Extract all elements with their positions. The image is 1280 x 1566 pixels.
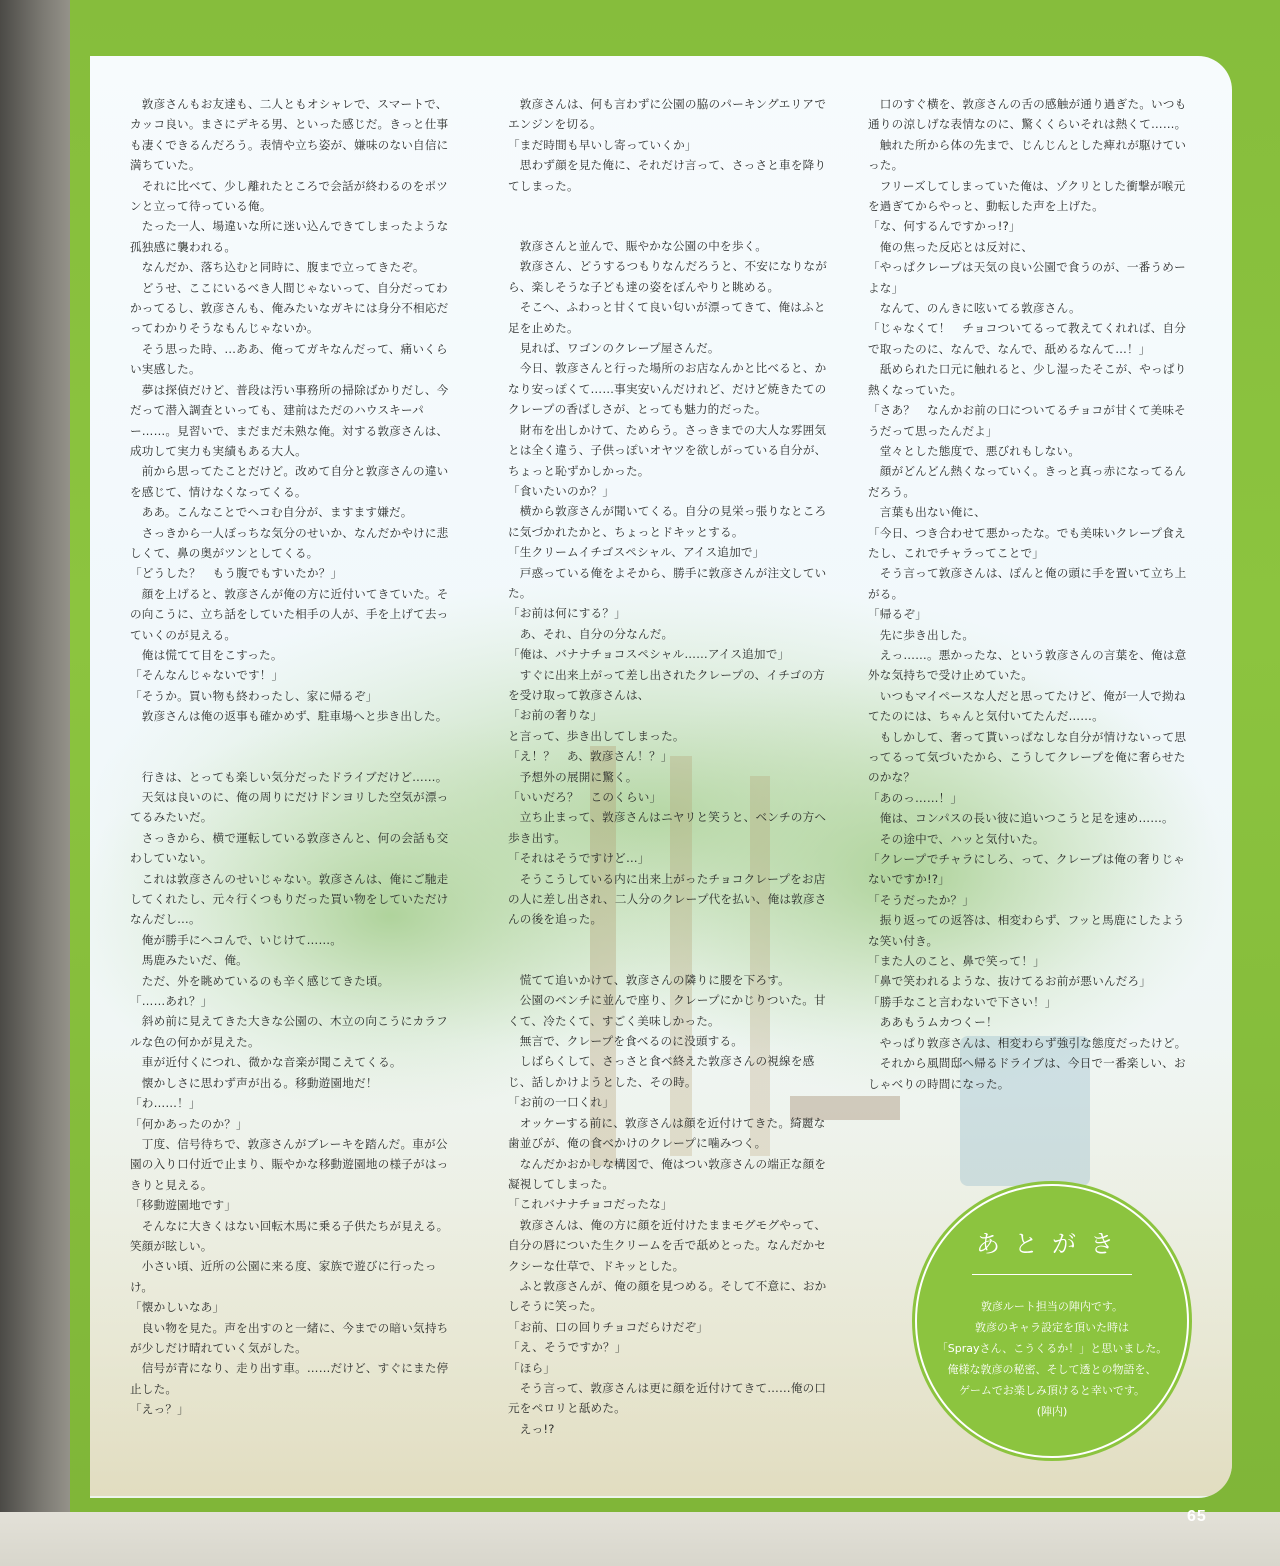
story-paragraph: 立ち止まって、敦彦さんはニヤリと笑うと、ベンチの方へ歩き出す。 bbox=[508, 810, 827, 845]
story-paragraph: 敦彦さんと並んで、賑やかな公園の中を歩く。 bbox=[508, 239, 768, 254]
story-paragraph: 「帰るぞ」 bbox=[868, 607, 927, 622]
story-paragraph: 財布を出しかけて、ためらう。さっきまでの大人な雰囲気とは全く違う、子供っぽいオヤツを欲しがっている自分が、ちょっと恥ずかしかった。 bbox=[508, 422, 827, 478]
story-paragraph: ふと敦彦さんが、俺の顔を見つめる。そして不意に、おかしそうに笑った。 bbox=[508, 1278, 827, 1314]
story-paragraph: さっきから一人ぼっちな気分のせいか、なんだかやけに悲しくて、鼻の奥がツンとしてくる。 bbox=[130, 525, 449, 560]
story-paragraph: 「また人のこと、鼻で笑って！」 bbox=[868, 954, 1045, 969]
story-column-3 bbox=[868, 94, 1188, 1094]
story-paragraph: 戸惑っている俺をよそから、勝手に敦彦さんが注文していた。 bbox=[508, 565, 827, 600]
story-paragraph: 「何かあったのか？」 bbox=[130, 1116, 248, 1131]
afterword-line: ゲームでお楽しみ頂けると幸いです。 bbox=[958, 1384, 1146, 1397]
story-paragraph: そう言って敦彦さんは、ぽんと俺の頭に手を置いて立ち上がる。 bbox=[868, 566, 1187, 601]
story-paragraph: 前から思ってたことだけど。改めて自分と敦彦さんの違いを感じて、情けなくなってくる。 bbox=[130, 464, 449, 499]
story-paragraph: 「……あれ？」 bbox=[130, 994, 213, 1009]
story-paragraph: 無言で、クレープを食べるのに没頭する。 bbox=[508, 1034, 744, 1049]
story-paragraph: 「どうした？ もう腹でもすいたか？」 bbox=[130, 566, 343, 581]
story-paragraph: すぐに出来上がって差し出されたクレープの、イチゴの方を受け取って敦彦さんは、 bbox=[508, 667, 825, 702]
story-paragraph: ああ。こんなことでヘコむ自分が、ますます嫌だ。 bbox=[130, 505, 413, 520]
story-paragraph: 「生クリームイチゴスペシャル、アイス追加で」 bbox=[508, 545, 765, 560]
section-break bbox=[508, 930, 830, 950]
story-paragraph: 敦彦さんは、俺の方に顔を近付けたままモグモグやって、自分の唇についた生クリームを舌で舐めとった。なんだかセクシーな仕草で、ドキッとした。 bbox=[508, 1217, 827, 1273]
story-paragraph: そう言って、敦彦さんは更に顔を近付けてきて……俺の口元をペロリと舐めた。 bbox=[508, 1380, 827, 1416]
story-paragraph: 敦彦さんもお友達も、二人ともオシャレで、スマートで、カッコ良い。まさにデキる男、といった感じだ。きっと仕事も凄くできるんだろう。表情や立ち姿が、嫌味のない自信に満ちていた。 bbox=[130, 97, 449, 173]
story-paragraph: 「お前は何にする？」 bbox=[508, 606, 626, 621]
story-paragraph: 丁度、信号待ちで、敦彦さんがブレーキを踏んだ。車が公園の入り口付近で止まり、賑やかな移動遊園地の様子がはっきりと見える。 bbox=[130, 1136, 449, 1192]
afterword-line: 「Sprayさん、こうくるか！」と思いました。 bbox=[936, 1342, 1168, 1355]
story-paragraph: 堂々とした態度で、悪びれもしない。 bbox=[868, 443, 1081, 458]
story-paragraph: 「そうか。買い物も終わったし、家に帰るぞ」 bbox=[130, 688, 378, 703]
story-paragraph: 「そうだったか？」 bbox=[868, 892, 975, 907]
story-paragraph: 「わ……！」 bbox=[130, 1096, 201, 1111]
story-paragraph: 「俺は、バナナチョコスペシャル……アイス追加で」 bbox=[508, 647, 790, 662]
story-paragraph: 顔を上げると、敦彦さんが俺の方に近付いてきていた。その向こうに、立ち話をしていた相手の人が、手を上げて去っていくのが見える。 bbox=[130, 586, 449, 642]
story-paragraph: それから風間邸へ帰るドライブは、今日で一番楽しい、おしゃべりの時間になった。 bbox=[868, 1056, 1186, 1091]
story-paragraph: 車が近付くにつれ、微かな音楽が聞こえてくる。 bbox=[130, 1055, 402, 1070]
story-paragraph: 斜め前に見えてきた大きな公園の、木立の向こうにカラフルな色の何かが見えた。 bbox=[130, 1014, 448, 1049]
story-paragraph: 「勝手なこと言わないで下さい！」 bbox=[868, 994, 1057, 1009]
story-paragraph: 「な、何するんですかっ!?」 bbox=[868, 219, 1021, 234]
story-paragraph: 俺が勝手にヘコんで、いじけて……。 bbox=[130, 932, 343, 947]
story-paragraph: 横から敦彦さんが聞いてくる。自分の見栄っ張りなところに気づかれたかと、ちょっとドキッとする。 bbox=[508, 504, 827, 539]
story-paragraph: 俺は、コンパスの長い彼に追いつこうと足を速め……。 bbox=[868, 811, 1174, 826]
afterword-signature: (陣内) bbox=[1036, 1405, 1068, 1418]
story-paragraph: 「それはそうですけど…」 bbox=[508, 851, 650, 866]
story-paragraph: 「お前の奢りな」 bbox=[508, 708, 603, 723]
story-paragraph: 天気は良いのに、俺の周りにだけドンヨリした空気が漂ってるみたいだ。 bbox=[130, 790, 449, 825]
story-paragraph: その途中で、ハッと気付いた。 bbox=[868, 831, 1045, 846]
story-paragraph: 振り返っての返答は、相変わらず、フッと馬鹿にしたような笑い付き。 bbox=[868, 913, 1185, 948]
text-panel bbox=[90, 56, 1232, 1498]
story-paragraph: やっぱり敦彦さんは、相変わらず強引な態度だったけど。 bbox=[868, 1035, 1187, 1050]
story-paragraph: 「え、そうですか？」 bbox=[508, 1340, 627, 1355]
story-column-2 bbox=[508, 94, 830, 1439]
story-paragraph: 「えっ？」 bbox=[130, 1402, 189, 1417]
section-break bbox=[508, 196, 830, 216]
story-paragraph: これは敦彦さんのせいじゃない。敦彦さんは、俺にご馳走してくれたし、元々行くつもりだった買い物をしていただけなんだし…。 bbox=[130, 871, 449, 927]
story-paragraph: 「じゃなくて！ チョコついてるって教えてくれれば、自分で取ったのに、なんで、なんで、舐めるなんて…！」 bbox=[868, 321, 1187, 356]
story-paragraph: しばらくして、さっさと食べ終えた敦彦さんの視線を感じ、話しかけようとした、その時。 bbox=[508, 1054, 815, 1089]
story-paragraph: ああもうムカつくー！ bbox=[868, 1015, 998, 1030]
story-paragraph: オッケーする前に、敦彦さんは顔を近付けてきた。綺麗な歯並びが、俺の食べかけのクレープに噛みつく。 bbox=[508, 1115, 826, 1151]
story-paragraph: いつもマイペースな人だと思ってたけど、俺が一人で拗ねてたのには、ちゃんと気付いてたんだ……。 bbox=[868, 688, 1186, 724]
afterword-title: あとがき bbox=[976, 1230, 1128, 1258]
story-paragraph: 懐かしさに思わず声が出る。移動遊園地だ！ bbox=[130, 1075, 378, 1090]
story-paragraph: 敦彦さんは俺の返事も確かめず、駐車場へと歩き出した。 bbox=[130, 709, 448, 724]
story-paragraph: 公園のベンチに並んで座り、クレープにかじりついた。甘くて、冷たくて、すごく美味しかった。 bbox=[508, 993, 826, 1028]
story-paragraph: なんだかおかしな構図で、俺はつい敦彦さんの端正な顔を凝視してしまった。 bbox=[508, 1156, 827, 1191]
afterword-line: 俺様な敦彦の秘密、そして透との物語を、 bbox=[947, 1363, 1157, 1376]
story-paragraph: 見れば、ワゴンのクレープ屋さんだ。 bbox=[508, 341, 720, 356]
story-paragraph: えっ……。悪かったな、という敦彦さんの言葉を、俺は意外な気持ちで受け止めていた。 bbox=[868, 647, 1187, 683]
afterword-line: 敦彦のキャラ設定を頂いた時は bbox=[975, 1321, 1129, 1334]
section-break bbox=[508, 216, 830, 236]
story-paragraph: 「さあ？ なんかお前の口についてるチョコが甘くて美味そうだって思ったんだよ」 bbox=[868, 403, 1186, 438]
story-paragraph: 「え！？ あ、敦彦さん！？」 bbox=[508, 749, 673, 764]
story-paragraph: 俺の焦った反応とは反対に、 bbox=[868, 239, 1034, 254]
story-paragraph: 思わず顔を見た俺に、それだけ言って、さっさと車を降りてしまった。 bbox=[508, 158, 827, 193]
story-paragraph: 「懐かしいなあ」 bbox=[130, 1300, 225, 1315]
story-paragraph: 「お前の一口くれ」 bbox=[508, 1095, 615, 1110]
afterword-text bbox=[935, 1296, 1169, 1422]
story-paragraph: 口のすぐ横を、敦彦さんの舌の感触が通り過ぎた。いつも通りの涼しげな表情なのに、驚くくらいそれは熱くて……。 bbox=[868, 97, 1187, 132]
page-bottom-edge bbox=[0, 1512, 1280, 1566]
story-paragraph: 「移動遊園地です」 bbox=[130, 1198, 237, 1213]
story-paragraph: 「食いたいのか？」 bbox=[508, 483, 615, 498]
story-paragraph: それに比べて、少し離れたところで会話が終わるのをポツンと立って待っている俺。 bbox=[130, 178, 449, 214]
story-paragraph: 敦彦さん、どうするつもりなんだろうと、不安になりながら、楽しそうな子ども達の姿をぼんやりと眺める。 bbox=[508, 259, 828, 294]
story-paragraph: そう思った時、…ああ、俺ってガキなんだって、痛いくらい実感した。 bbox=[130, 341, 448, 377]
story-column-1 bbox=[130, 94, 452, 1420]
story-paragraph: 信号が青になり、走り出す車。……だけど、すぐにまた停止した。 bbox=[130, 1361, 449, 1396]
story-paragraph: ただ、外を眺めているのも辛く感じてきた頃。 bbox=[130, 973, 390, 988]
story-paragraph: 小さい頃、近所の公園に来る度、家族で遊びに行ったっけ。 bbox=[130, 1259, 437, 1294]
section-break bbox=[130, 727, 452, 767]
story-paragraph: 「鼻で笑われるような、抜けてるお前が悪いんだろ」 bbox=[868, 974, 1152, 989]
story-paragraph: そこへ、ふわっと甘くて良い匂いが漂ってきて、俺はふと足を止めた。 bbox=[508, 300, 826, 335]
story-paragraph: と言って、歩き出してしまった。 bbox=[508, 728, 685, 743]
story-paragraph: 俺は慌てて目をこすった。 bbox=[130, 647, 283, 662]
page-number: 65 bbox=[1187, 1508, 1207, 1525]
story-paragraph: フリーズしてしまっていた俺は、ゾクリとした衝撃が喉元を過ぎてからやっと、動転した声を上げた。 bbox=[868, 178, 1186, 214]
story-paragraph: 慌てて追いかけて、敦彦さんの隣りに腰を下ろす。 bbox=[508, 972, 790, 987]
story-paragraph: 顔がどんどん熱くなっていく。きっと真っ赤になってるんだろう。 bbox=[868, 464, 1187, 499]
story-paragraph: 舐められた口元に触れると、少し湿ったそこが、やっぱり熱くなっていた。 bbox=[868, 362, 1187, 397]
story-paragraph: 「お前、口の回りチョコだらけだぞ」 bbox=[508, 1319, 709, 1334]
story-paragraph: たった一人、場違いな所に迷い込んできてしまったような孤独感に襲われる。 bbox=[130, 219, 449, 254]
story-paragraph: 良い物を見た。声を出すのと一緒に、今までの暗い気持ちが少しだけ晴れていく気がした。 bbox=[130, 1320, 449, 1355]
story-paragraph: 言葉も出ない俺に、 bbox=[868, 505, 986, 520]
story-paragraph: 「いいだろ？ このくらい」 bbox=[508, 790, 662, 804]
afterword-line: 敦彦ルート担当の陣内です。 bbox=[980, 1300, 1124, 1313]
story-paragraph: そんなに大きくはない回転木馬に乗る子供たちが見える。笑顔が眩しい。 bbox=[130, 1218, 449, 1253]
story-paragraph: 「まだ時間も早いし寄っていくか」 bbox=[508, 137, 697, 152]
story-paragraph: 触れた所から体の先まで、じんじんとした痺れが駆けていった。 bbox=[868, 137, 1187, 173]
story-paragraph: 「クレープでチャラにしろ、って、クレープは俺の奢りじゃないですか!?」 bbox=[868, 852, 1186, 887]
story-paragraph: さっきから、横で運転している敦彦さんと、何の会話も交わしていない。 bbox=[130, 830, 449, 866]
story-paragraph: えっ!? bbox=[508, 1421, 555, 1436]
story-paragraph: なんだか、落ち込むと同時に、腹まで立ってきたぞ。 bbox=[130, 260, 425, 275]
story-paragraph: 先に歩き出した。 bbox=[868, 627, 975, 642]
story-paragraph: 「そんなんじゃないです！」 bbox=[130, 668, 284, 683]
story-paragraph: 「今日、つき合わせて悪かったな。でも美味いクレープ食えたし、これでチャラってことで」 bbox=[868, 525, 1186, 560]
story-paragraph: 「あのっ……！」 bbox=[868, 790, 963, 805]
story-paragraph: どうせ、ここにいるべき人間じゃないって、自分だってわかってるし、敦彦さんも、俺みたいなガキには身分不相応だってわかりそうなもんじゃないか。 bbox=[130, 280, 449, 336]
story-paragraph: 馬鹿みたいだ、俺。 bbox=[130, 953, 248, 968]
story-paragraph: 「これバナナチョコだったな」 bbox=[508, 1197, 673, 1212]
story-paragraph: なんて、のんきに呟いてる敦彦さん。 bbox=[868, 301, 1081, 316]
story-paragraph: 今日、敦彦さんと行った場所のお店なんかと比べると、かなり安っぽくて……事実安いんだけれど、だけど焼きたてのクレープの香ばしさが、とっても魅力的だった。 bbox=[508, 361, 827, 417]
afterword-badge bbox=[915, 1184, 1189, 1458]
story-paragraph: そうこうしている内に出来上がったチョコクレープをお店の人に差し出され、二人分のクレープ代を払い、俺は敦彦さんの後を追った。 bbox=[508, 871, 827, 927]
section-break bbox=[508, 950, 830, 970]
story-paragraph: 敦彦さんは、何も言わずに公園の脇のパーキングエリアでエンジンを切る。 bbox=[508, 97, 827, 132]
story-paragraph: あ、それ、自分の分なんだ。 bbox=[508, 626, 674, 641]
story-paragraph: 予想外の展開に驚く。 bbox=[508, 769, 638, 784]
story-paragraph: 行きは、とっても楽しい気分だったドライブだけど……。 bbox=[130, 769, 448, 784]
afterword-divider bbox=[972, 1274, 1132, 1275]
story-paragraph: 「やっぱクレープは天気の良い公園で食うのが、一番うめーよな」 bbox=[868, 260, 1186, 295]
story-paragraph: 夢は探偵だけど、普段は汚い事務所の掃除ばかりだし、今だって潜入調査といっても、建前はただのハウスキーパー……。見習いで、まだまだ未熟な俺。対する敦彦さんは、成功して実力も実績もある大人。 bbox=[130, 382, 449, 458]
story-paragraph: もしかして、奢って貰いっぱなしな自分が情けないって思ってるって気づいたから、こうしてクレープを俺に奢らせたのかな？ bbox=[868, 729, 1187, 785]
story-paragraph: 「ほら」 bbox=[508, 1360, 556, 1375]
